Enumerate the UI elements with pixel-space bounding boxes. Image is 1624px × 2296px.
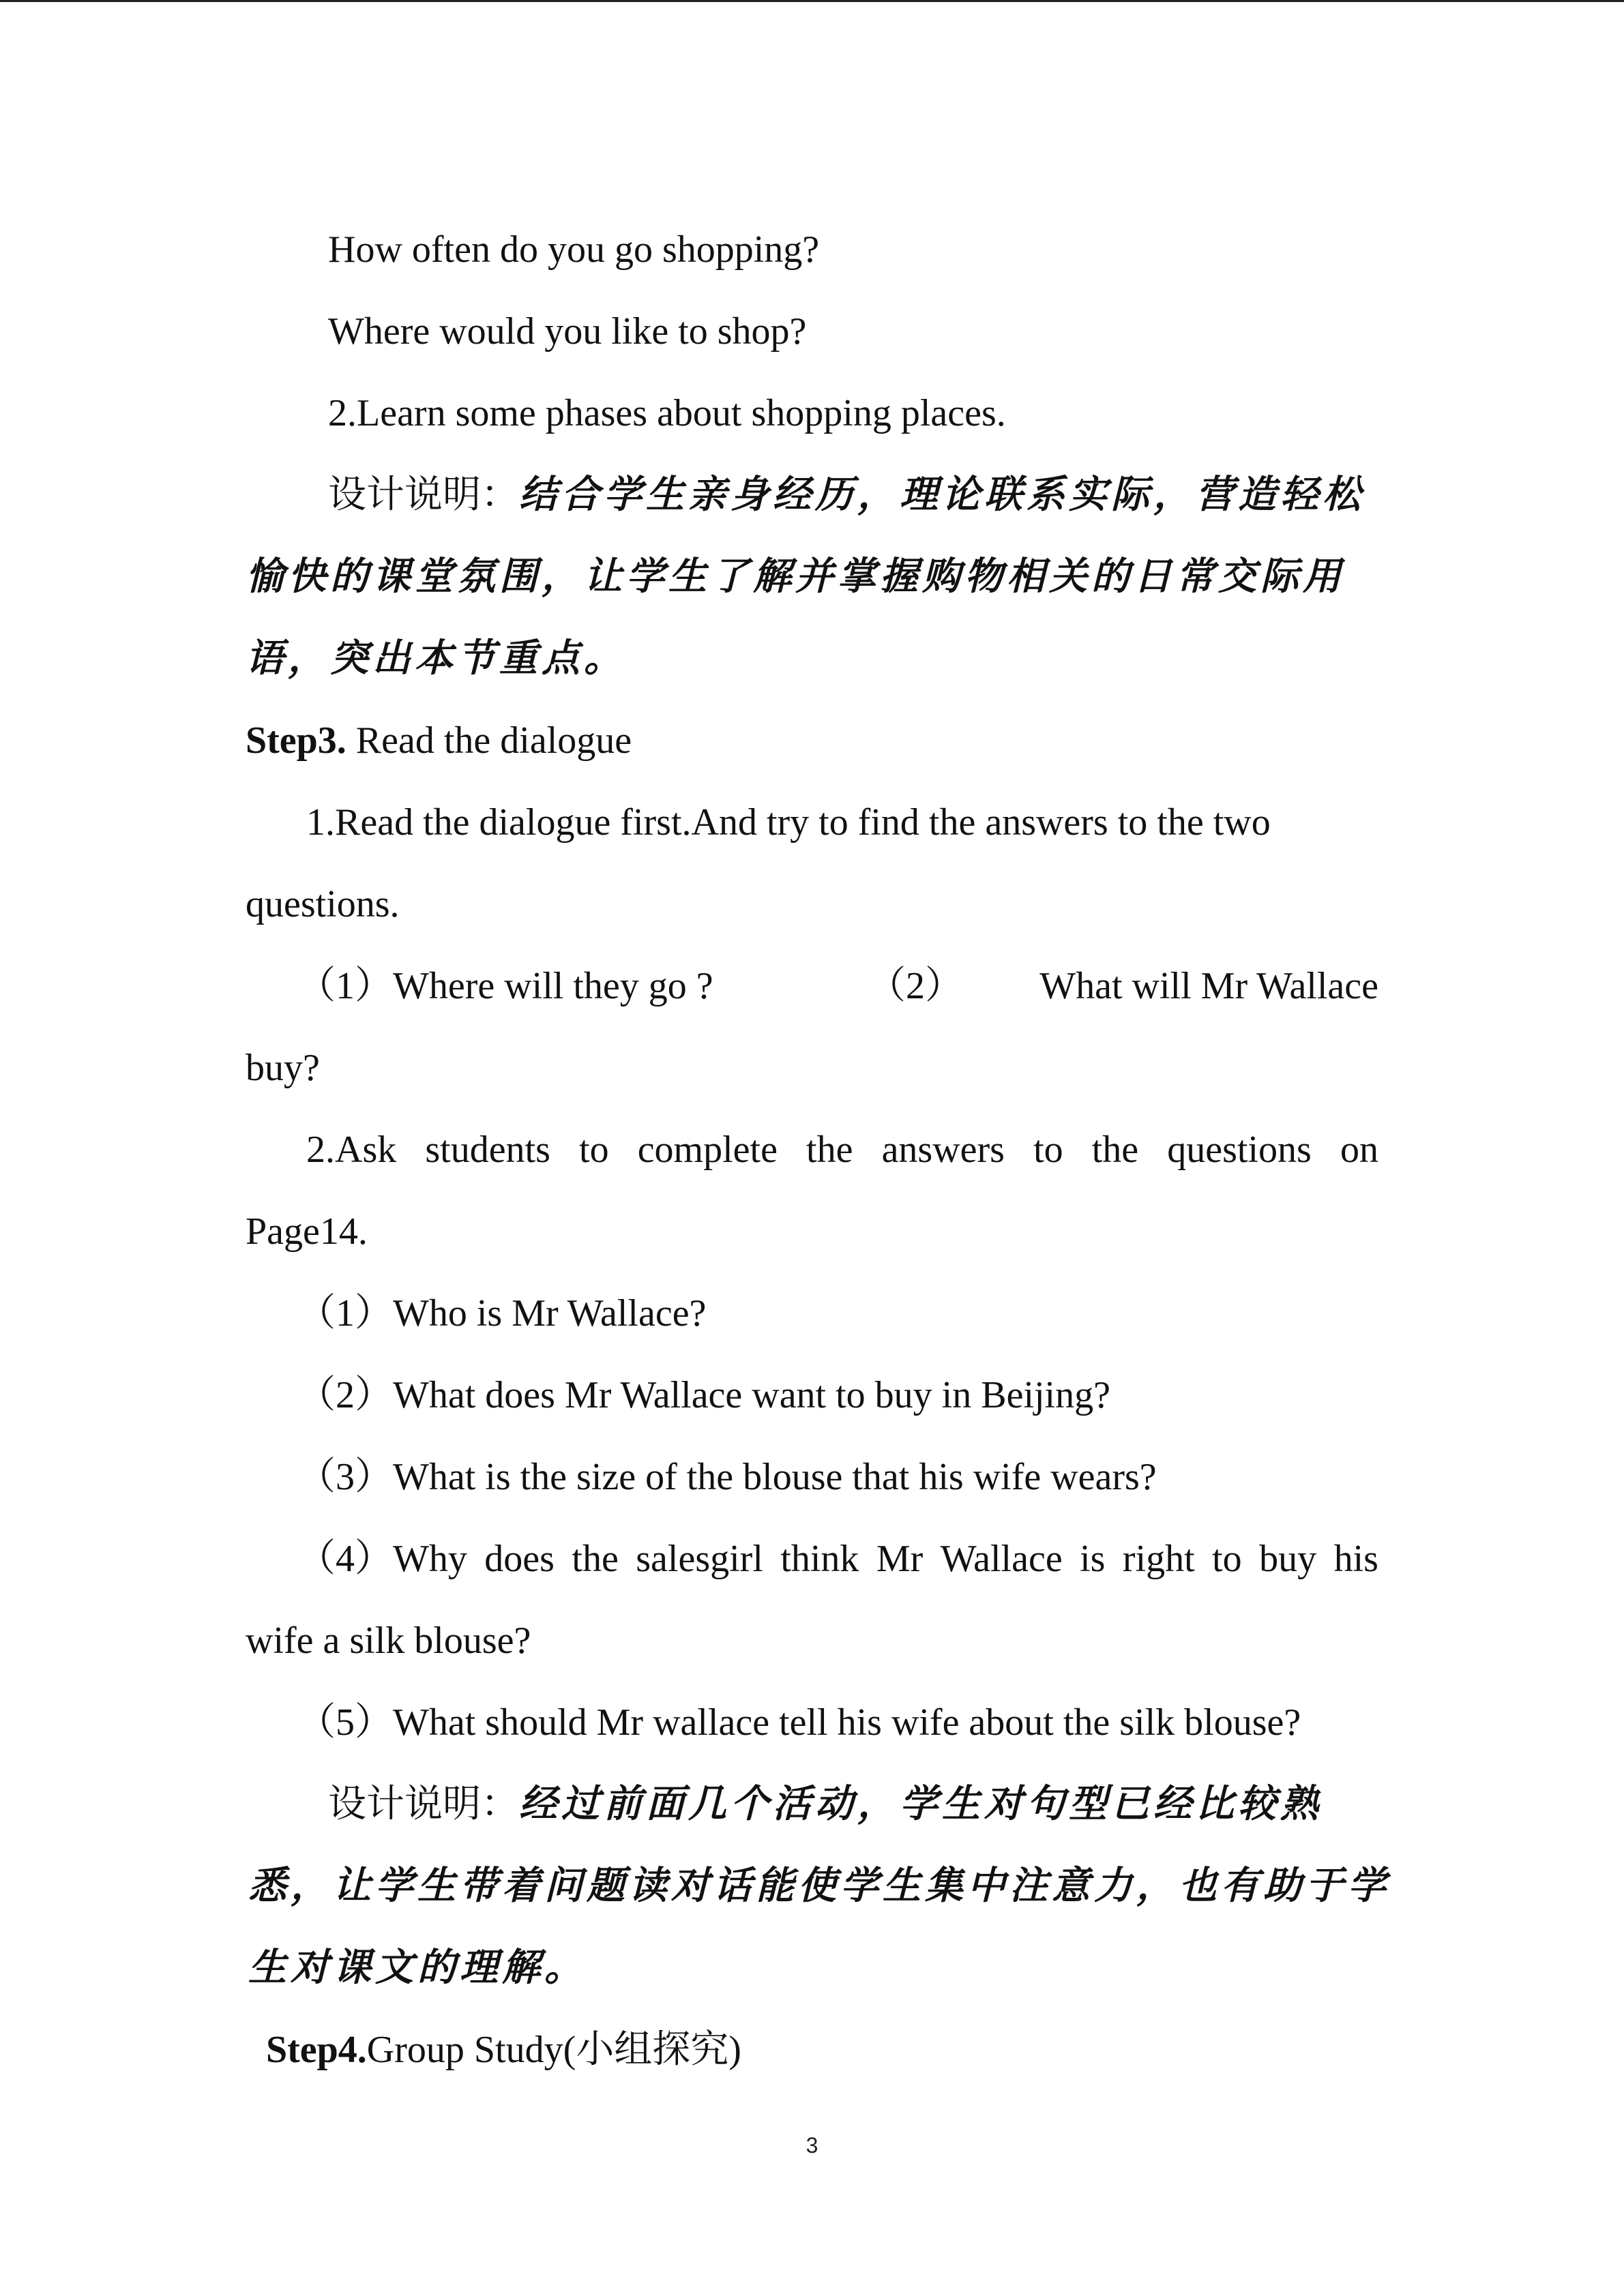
dialogue-question-2-continued: buy? <box>246 1047 320 1089</box>
step3-label: Step3. <box>246 719 346 762</box>
design-note-2-line-3: 生对课文的理解。 <box>248 1947 587 1989</box>
step4-title: Group Study(小组探究) <box>366 2029 741 2071</box>
comprehension-question-2: （2）What does Mr Wallace want to buy in Beijing? <box>297 1374 1110 1416</box>
step3-task1-line-1: 1.Read the dialogue first.And try to find the answers to the two <box>306 801 1271 844</box>
dialogue-question-2: What will Mr Wallace <box>1039 965 1378 1007</box>
design-note-label: 设计说明： <box>328 474 519 516</box>
step3-task2-line-2: Page14. <box>246 1210 368 1253</box>
comprehension-question-4: （4）Why does the salesgirl think Mr Wallace is right to buy his <box>297 1538 1378 1580</box>
learn-phrases-item: 2.Learn some phases about shopping places. <box>328 392 1006 434</box>
page-number: 3 <box>806 2133 818 2158</box>
dialogue-question-2-number: （2） <box>868 965 963 1007</box>
design-note-2-line-1: 设计说明：经过前面几个活动，学生对句型已经比较熟 <box>328 1783 1323 1825</box>
top-border <box>0 0 1624 2</box>
step3-title: Read the dialogue <box>346 719 632 762</box>
comprehension-question-4-continued: wife a silk blouse? <box>246 1620 531 1662</box>
design-note-1-line-3: 语，突出本节重点。 <box>246 638 626 680</box>
design-note-2-line-2: 悉，让学生带着问题读对话能使学生集中注意力，也有助于学 <box>248 1865 1390 1907</box>
step3-task1-line-2: questions. <box>246 883 400 925</box>
question-shopping-frequency: How often do you go shopping? <box>328 228 820 271</box>
step4-heading <box>266 2025 741 2074</box>
design-note-1-line-2: 愉快的课堂氛围，让学生了解并掌握购物相关的日常交际用 <box>246 556 1345 598</box>
step4-label: Step4. <box>266 2029 367 2071</box>
question-shopping-place: Where would you like to shop? <box>328 310 807 353</box>
step3-heading <box>246 716 632 765</box>
comprehension-question-1: （1）Who is Mr Wallace? <box>297 1292 707 1335</box>
step3-task2-line-1: 2.Ask students to complete the answers to the questions on <box>306 1129 1378 1171</box>
design-note-label: 设计说明： <box>328 1783 519 1825</box>
comprehension-question-5: （5）What should Mr wallace tell his wife about the silk blouse? <box>297 1701 1301 1744</box>
comprehension-question-3: （3）What is the size of the blouse that his wife wears? <box>297 1456 1157 1498</box>
dialogue-question-1: （1）Where will they go ? <box>297 965 713 1007</box>
design-note-1-line-1: 设计说明：结合学生亲身经历，理论联系实际，营造轻松 <box>328 474 1365 516</box>
